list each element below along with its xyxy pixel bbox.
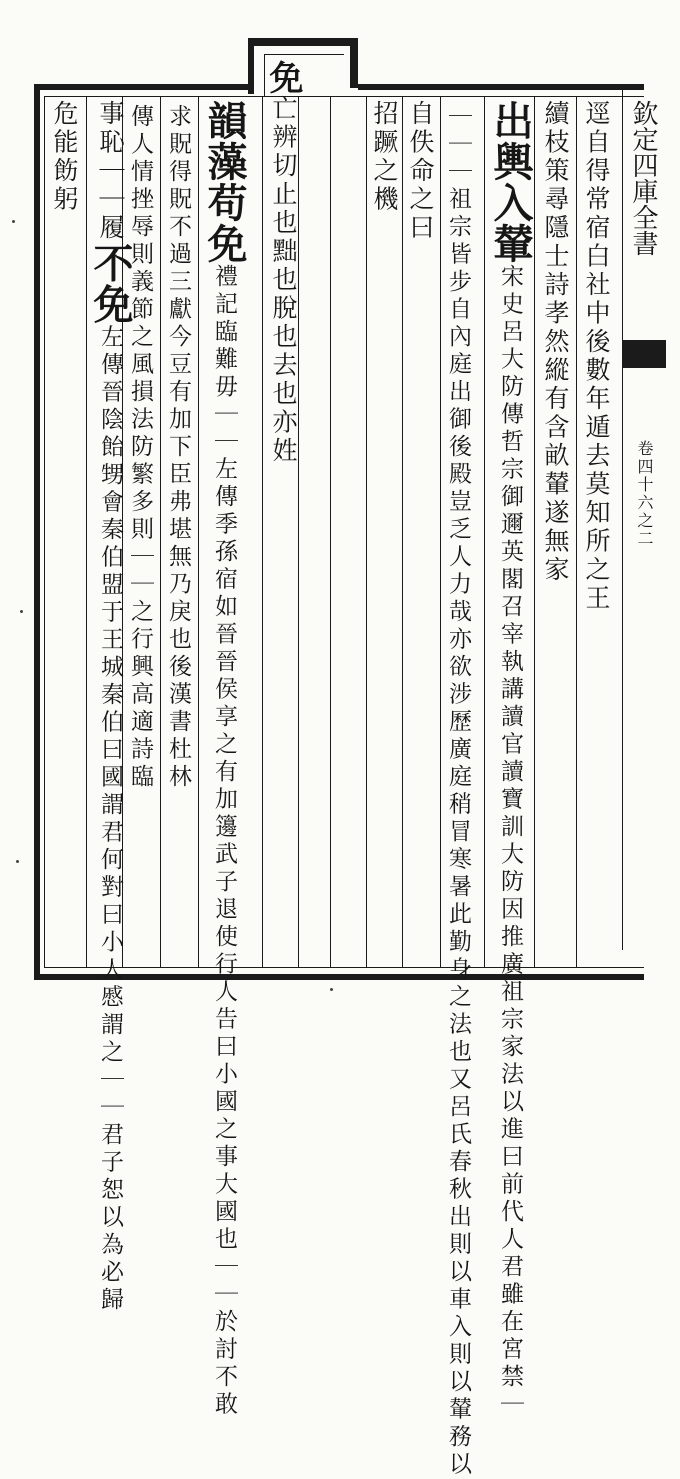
volume-label: 卷四十六之二 [635, 440, 654, 548]
headword: 出輿入輦 [487, 100, 534, 264]
side-black-bar [622, 340, 666, 368]
entry-text: 事恥｜｜履 [96, 100, 125, 243]
text-column-3 [487, 100, 534, 1419]
scan-speck [16, 860, 19, 863]
column-rule [366, 96, 367, 968]
text-column-5: 自佚命之曰 [406, 100, 435, 243]
text-column-2: 續枝策尋隱士詩孝然縱有含畝輦遂無家 [541, 100, 570, 585]
entry-text: 左傳晉陰飴甥會秦伯盟于王城秦伯曰國謂君何對曰小人慼謂之｜｜君子恕以為必歸 [97, 324, 123, 1315]
column-rule [330, 96, 331, 968]
text-column-12: 危能飭躬 [50, 100, 79, 214]
entry-text: 禮記臨難毋｜｜左傳季孫宿如晉晉侯享之有加籩武子退使行人告曰小國之事大國也｜｜於討不敢 [211, 264, 237, 1419]
column-rule [262, 96, 263, 968]
entry-text: 宋史呂大防傳哲宗御邇英閣召宰執講讀官讀寶訓大防因推廣祖宗家法以進曰前代人君雖在宮禁｜ [497, 264, 523, 1419]
column-rule [534, 96, 535, 968]
text-column-6: 招蹶之機 [370, 100, 399, 214]
heading-tab-edge [350, 38, 358, 88]
series-title: 欽定四庫全書 [628, 100, 658, 256]
text-column-9: 求貺得貺不過三獻今豆有加下臣弗堪無乃戾也後漢書杜林 [165, 104, 191, 792]
headword: 免 [263, 60, 303, 95]
scan-speck [330, 988, 333, 991]
scan-speck [12, 220, 15, 223]
text-column-10: 傳人情挫辱則義節之風損法防繁多則｜｜之行興高適詩臨 [127, 104, 153, 792]
text-column-4: ｜｜｜祖宗皆步自內庭出御後殿豈乏人力哉亦欲涉歷廣庭稍冒寒暑此勤身之法也又呂氏春秋出則以車入則以輦務以 [445, 104, 471, 1479]
column-rule [576, 96, 577, 968]
text-column-7 [263, 60, 303, 466]
column-rule [402, 96, 403, 968]
text-column-8 [201, 100, 248, 1419]
text-column-11 [87, 100, 134, 1315]
text-column-1: 逕自得常宿白社中後數年遁去莫知所之王 [582, 100, 611, 613]
headword: 不免 [87, 242, 134, 325]
column-rule [160, 96, 161, 968]
scan-speck [20, 610, 23, 613]
entry-text: 亡辨切止也黜也脫也去也亦姓 [269, 95, 298, 466]
column-rule [86, 96, 87, 968]
column-rule [440, 96, 441, 968]
column-rule [484, 96, 485, 968]
headword: 韻藻苟免 [201, 100, 248, 264]
column-rule [198, 96, 199, 968]
